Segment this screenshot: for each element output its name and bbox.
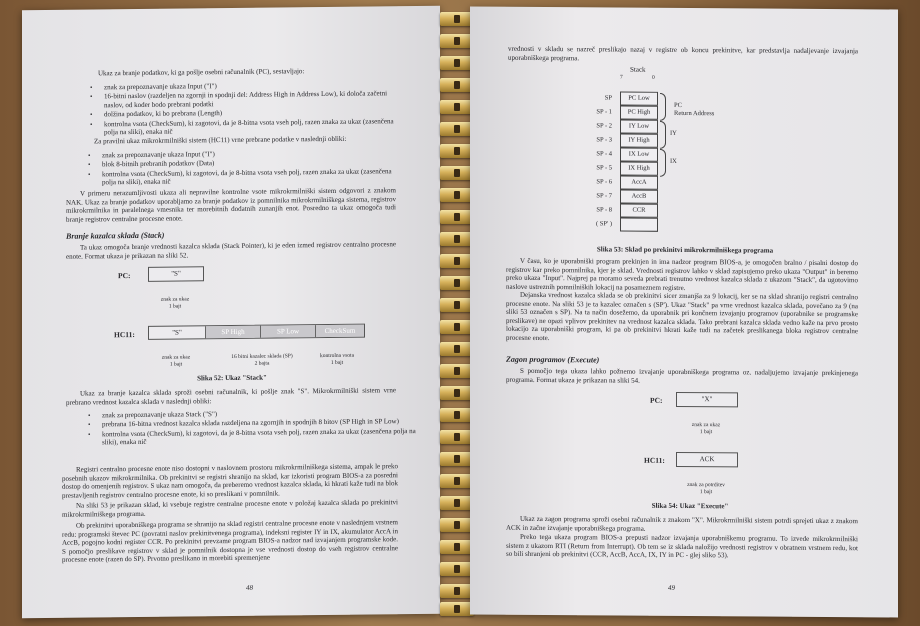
stack-row-label: SP - 2: [596, 122, 612, 130]
closing-paragraph-2: Na sliki 53 je prikazan sklad, ki vsebuje registre centralne procesne enote v položaj kazalca sklada po prekinitvi mikrokrmilniškega programa.: [62, 498, 398, 519]
answer-intro-text: Za pravilni ukaz mikrokrmilniški sistem (HC11) vrne prebrane podatke v naslednji obliki:: [94, 134, 347, 146]
list-item: • znak za prepoznavanje ukaza Input ("I"): [102, 148, 406, 160]
binding-ring: [440, 188, 474, 202]
stack-cell: AccB: [620, 190, 658, 204]
stack-row-label: SP - 8: [596, 206, 612, 214]
brace-ix: [660, 149, 666, 177]
binding-ring: [440, 12, 474, 26]
fig52-pc-label: PC:: [118, 271, 131, 281]
brace-pc: [660, 93, 666, 121]
fig52-hc-frame: [148, 324, 365, 340]
bit-low: 0: [652, 74, 655, 81]
binding-ring: [440, 276, 474, 290]
note-line: 16 bitni kazalec sklada (SP): [231, 353, 293, 360]
note-line: 1 bajt: [330, 359, 344, 366]
binding-ring: [440, 56, 474, 70]
stack-cell: [620, 218, 658, 232]
bit-high: 7: [620, 74, 623, 81]
list-item: • 16-bitni naslov (razdeljen na zgornji in spodnji del: Address High in Address Low), ki določa začetni naslov, od koder bodo prebrani podatki: [104, 90, 404, 110]
binding-ring: [440, 254, 474, 268]
binding-ring: [440, 496, 474, 510]
note-line: znak za ukaz: [691, 422, 721, 429]
binding-ring: [440, 602, 474, 616]
binding-ring: [440, 584, 474, 598]
list-item: • kontrolna vsota (CheckSum), ki zagotovi, da je 8-bitna vsota vseh polj, razen znaka za ukaz (zasenčena polja na sliki), enaka nič: [104, 117, 404, 137]
brace-iy-label: IY: [670, 129, 677, 137]
stack-row-label: SP - 1: [596, 108, 612, 116]
note-line: 1 bajt: [699, 488, 713, 495]
pc-bullet-list: [82, 80, 404, 138]
list-item: • znak za prepoznavanje ukaza Stack ("S"): [102, 408, 418, 420]
binding-ring: [440, 320, 474, 334]
fig54-pc-label: PC:: [650, 395, 663, 405]
section-title: Zagon programov (Execute): [506, 354, 600, 365]
fig54-hc-cell: ACK: [676, 452, 738, 467]
binding-ring: [440, 144, 474, 158]
stack-row-label: SP - 7: [596, 192, 612, 200]
binding-ring: [440, 342, 474, 356]
section-paragraph: Ta ukaz omogoča branje vrednosti kazalca sklada (Stack Pointer), ki je eden izmed registrov centralno procesne enote. Format ukaza je prikazan na sliki 52.: [66, 240, 396, 261]
binding-ring: [440, 562, 474, 576]
stack-row-label: SP - 4: [596, 150, 612, 158]
note-line: kontrolna vsota: [319, 352, 355, 360]
fig52-pc-cell: "S": [148, 266, 204, 282]
list-item: • blok 8-bitnih prebranih podatkov (Data): [102, 158, 406, 170]
note-line: znak za ukaz: [161, 354, 191, 361]
stack-cell: IY Low: [620, 120, 658, 134]
page-number: 48: [246, 583, 253, 592]
after-fig-paragraph: Ukaz za branje kazalca sklada sproži osebni računalnik, ki pošlje znak "S". Mikrokrmilniški sistem vrne prebrano vrednost kazalca sklada v naslednji obliki:: [66, 386, 396, 407]
stack-cell: CCR: [620, 204, 658, 218]
note-line: 1 bajt: [169, 361, 183, 368]
paragraph-1: V času, ko je uporabniški program prekinjen in ima nadzor program BIOS-a, je omogočen bralno / pisalni dostop do registrov kar preko pomnilnika, kjer je sklad. Vrednosti registrov lahko v sklad zapisujemo preko ukaza "Output" in beremo preko ukaza "Input". Najprej pa moramo seveda prebrati trenutno vrednost kazalca sklada z ukazom "Stack", da ugotovimo naslove ustreznih pomnilniških lokacij na posameznem registre.: [506, 256, 858, 292]
final-paragraph: Preko tega ukaza program BIOS-a prepusti nadzor izvajanja uporabniškemu programu. To izvede mikrokrmilniški sistem z ukazom RTI (Return from Interrupt). Ob tem se iz sklada naložijo vrednosti registrov v obratnem vrstnem redu, kot so bili shranjeni ob prekinitvi (CCR, AccB, AccA, IX, IY in PC - glej sliko 53).: [506, 532, 858, 560]
section-paragraph: S pomočjo tega ukaza lahko požnemo izvajanje uporabniškega programa oz. nadaljujemo izvajanje prekinjenega programa. Format ukaza je prikazan na sliki 54.: [506, 366, 858, 385]
list-item: • prebrana 16-bitna vrednost kazalca sklada razdeljena na zgornjih in spodnjih 8 bitov (SP High in SP Low): [102, 417, 418, 429]
error-paragraph: V primeru nerazumljivosti ukaza ali nepravilne kontrolne vsote mikrokrmilniški sistem odgovori z znakom NAK. Ukaz za branje podatkov uporabljamo za branje podatkov iz pomnilnika mikrokrmilniškega sistema, registrov mikrokrmilnika in paralelnega vmesnika ter morebitnih dodatnih zunanjih enot. Posredno ta ukaz omogoča tudi branje registrov centralne procesne enote.: [66, 186, 396, 224]
brace-ix-label: IX: [670, 157, 677, 165]
paragraph-2: Dejanska vrednost kazalca sklada se ob prekinitvi sicer zmanjša za 9 lokacij, ker se na sklad shranijo registri centralno procesne enote. Na sliki 53 je ta kazalec označen s (SP'). Ukaz "Stack" pa vrne vrednost kazalca sklada, povečano za 9 (na sliki 53 označen s SP). Na ta način dosežemo, da uporabnik pri končnem izvajanju programov (uporabnike se programske preslikave) ne opazi vplivov prekinitev na vrednost kazalca sklada. Tako prebrani kazalca sklada vedno kaže na prvo prosto lokacijo za uporabniški program, ki pa ob prekinitvi hkrati kaže tudi na začetek preslikanega bloka registrov centralne procesne enote.: [506, 290, 858, 343]
intro-text: Ukaz za branje podatkov, ki ga pošlje osebni računalnik (PC), sestavljajo:: [98, 67, 305, 78]
fig54-hc-note: [676, 482, 736, 495]
stack-row-label: SP - 6: [596, 178, 612, 186]
hc-cell-sp-high: SP High: [206, 326, 261, 339]
stack-cell: IX High: [620, 162, 658, 176]
note-line: 1 bajt: [168, 303, 182, 310]
list-item: • dolžina podatkov, ki bo prebrana (Length): [104, 107, 404, 119]
stack-title: Stack: [630, 65, 646, 74]
fig54-hc-label: HC11:: [644, 455, 665, 465]
closing-paragraph-3: Ob prekinitvi uporabniškega programa se shranijo na sklad registri centralne procesne enote v naslednjem vrstnem redu: programski števec PC (povratni naslov prekinitvenega programa), indeksni register IY in IX, akumulator AccA in AccB, pogojno kodni register CCR. Po prekinitvi prevzame program BIOS-a nadzor nad izvajanjem programske kode. S pomočjo preslikave registrov v sklad je pomnilnik dostopna je vse vrednosti dostop do vseh registrov centralne procesne enote (razen do SP). Prvotno preslikano in morebiti spremenjene: [62, 518, 398, 565]
binding-ring: [440, 34, 474, 48]
binding-ring: [440, 474, 474, 488]
brace-line: PC: [674, 101, 682, 109]
stack-cell: PC Low: [620, 92, 658, 106]
list-item: • kontrolna vsota (CheckSum), ki zagotovi, da je 8-bitna vsota vseh polj, razen znaka za ukaz (zasenčena polja na sliki), enaka nič: [102, 167, 406, 187]
fig54-pc-note: [676, 422, 736, 435]
sp-bullet-list: [80, 408, 418, 448]
binding-ring: [440, 386, 474, 400]
list-item: • kontrolna vsota (CheckSum), ki zagotovi, da je 8-bitna vsota vseh polj, razen znaka za ukaz (zasenčena polja na sliki), enaka nič: [102, 427, 418, 447]
fig54-pc-cell: "X": [676, 392, 738, 407]
brace-pc-label: [674, 102, 714, 118]
hc-cell-command: "S": [149, 326, 206, 339]
fig52-hc-note-1: [148, 354, 204, 368]
right-page: [470, 7, 898, 618]
stack-cell: IX Low: [620, 148, 658, 162]
stack-row-label: ( SP' ): [596, 220, 612, 228]
binding-ring: [440, 430, 474, 444]
top-paragraph: vrednosti v skladu se nazreč preslikajo nazaj v registre ob koncu prekinitve, kar predstavlja nadaljevanje izvajanja uporabniškega programa.: [508, 44, 858, 62]
stack-row-label: SP - 5: [596, 164, 612, 172]
hc-cell-checksum: CheckSum: [316, 325, 364, 338]
fig52-hc-label: HC11:: [114, 330, 135, 340]
fig52-hc-note-3: [312, 353, 362, 367]
stack-cell: AccA: [620, 176, 658, 190]
closing-paragraph-1: Registri centralno procesne enote niso dostopni v naslovnem prostoru mikrokrmilniškega sistema, ampak le preko posebnih ukazov mikrokrmilnika. Ob prekinitvi se registri shranijo na sklad, kar izkoristi program BIOS-a za posredni dostop do omenjenih registrov. S ukaz nam omogoča, da preberemo vrednost kazalca sklada, ki hkrati kaže tudi na blok prestavljenih registrov centralno procesne enote, ki so preslikani v pomnilnik.: [62, 462, 398, 500]
binding-ring: [440, 100, 474, 114]
binding-ring: [440, 210, 474, 224]
binding-ring: [440, 232, 474, 246]
binding-ring: [440, 408, 474, 422]
binding-ring: [440, 540, 474, 554]
brace-line: Return Address: [674, 109, 715, 118]
note-line: 1 bajt: [699, 428, 713, 435]
note-line: 2 bajta: [254, 360, 270, 367]
fig54-caption: Slika 54: Ukaz "Execute": [651, 501, 729, 511]
list-item: • znak za prepoznavanje ukaza Input ("I"): [104, 80, 404, 92]
brace-iy: [660, 121, 666, 149]
binding-ring: [440, 518, 474, 532]
fig52-caption: Slika 52: Ukaz "Stack": [197, 373, 267, 383]
stack-cell: PC High: [620, 106, 658, 120]
fig52-hc-note-2: [214, 353, 310, 367]
note-line: znak za potrditev: [687, 482, 725, 489]
binding-ring: [440, 452, 474, 466]
hc-cell-sp-low: SP Low: [261, 325, 316, 338]
left-page: [22, 6, 440, 618]
fig52-pc-note: [148, 296, 202, 310]
section-title: Branje kazalca sklada (Stack): [66, 230, 165, 241]
binding-ring: [440, 78, 474, 92]
binding-ring: [440, 364, 474, 378]
stack-row-label: SP - 3: [596, 136, 612, 144]
hc-bullet-list: [80, 148, 406, 188]
binding-ring: [440, 122, 474, 136]
stack-cell: IY High: [620, 134, 658, 148]
fig53-caption: Slika 53: Sklad po prekinitvi mikrokrmilniškega programa: [596, 245, 774, 255]
binding-ring: [440, 166, 474, 180]
binding-ring: [440, 298, 474, 312]
page-number: 49: [668, 583, 675, 592]
note-line: znak za ukaz: [160, 296, 190, 303]
after-fig-paragraph: Ukaz za zagon programa sproži osebni računalnik z znakom "X". Mikrokrmilniški sistem potrdi sprejeti ukaz z znakom ACK in začne izvajanje uporabniškega programa.: [506, 514, 858, 533]
stack-row-label: SP: [604, 94, 612, 102]
